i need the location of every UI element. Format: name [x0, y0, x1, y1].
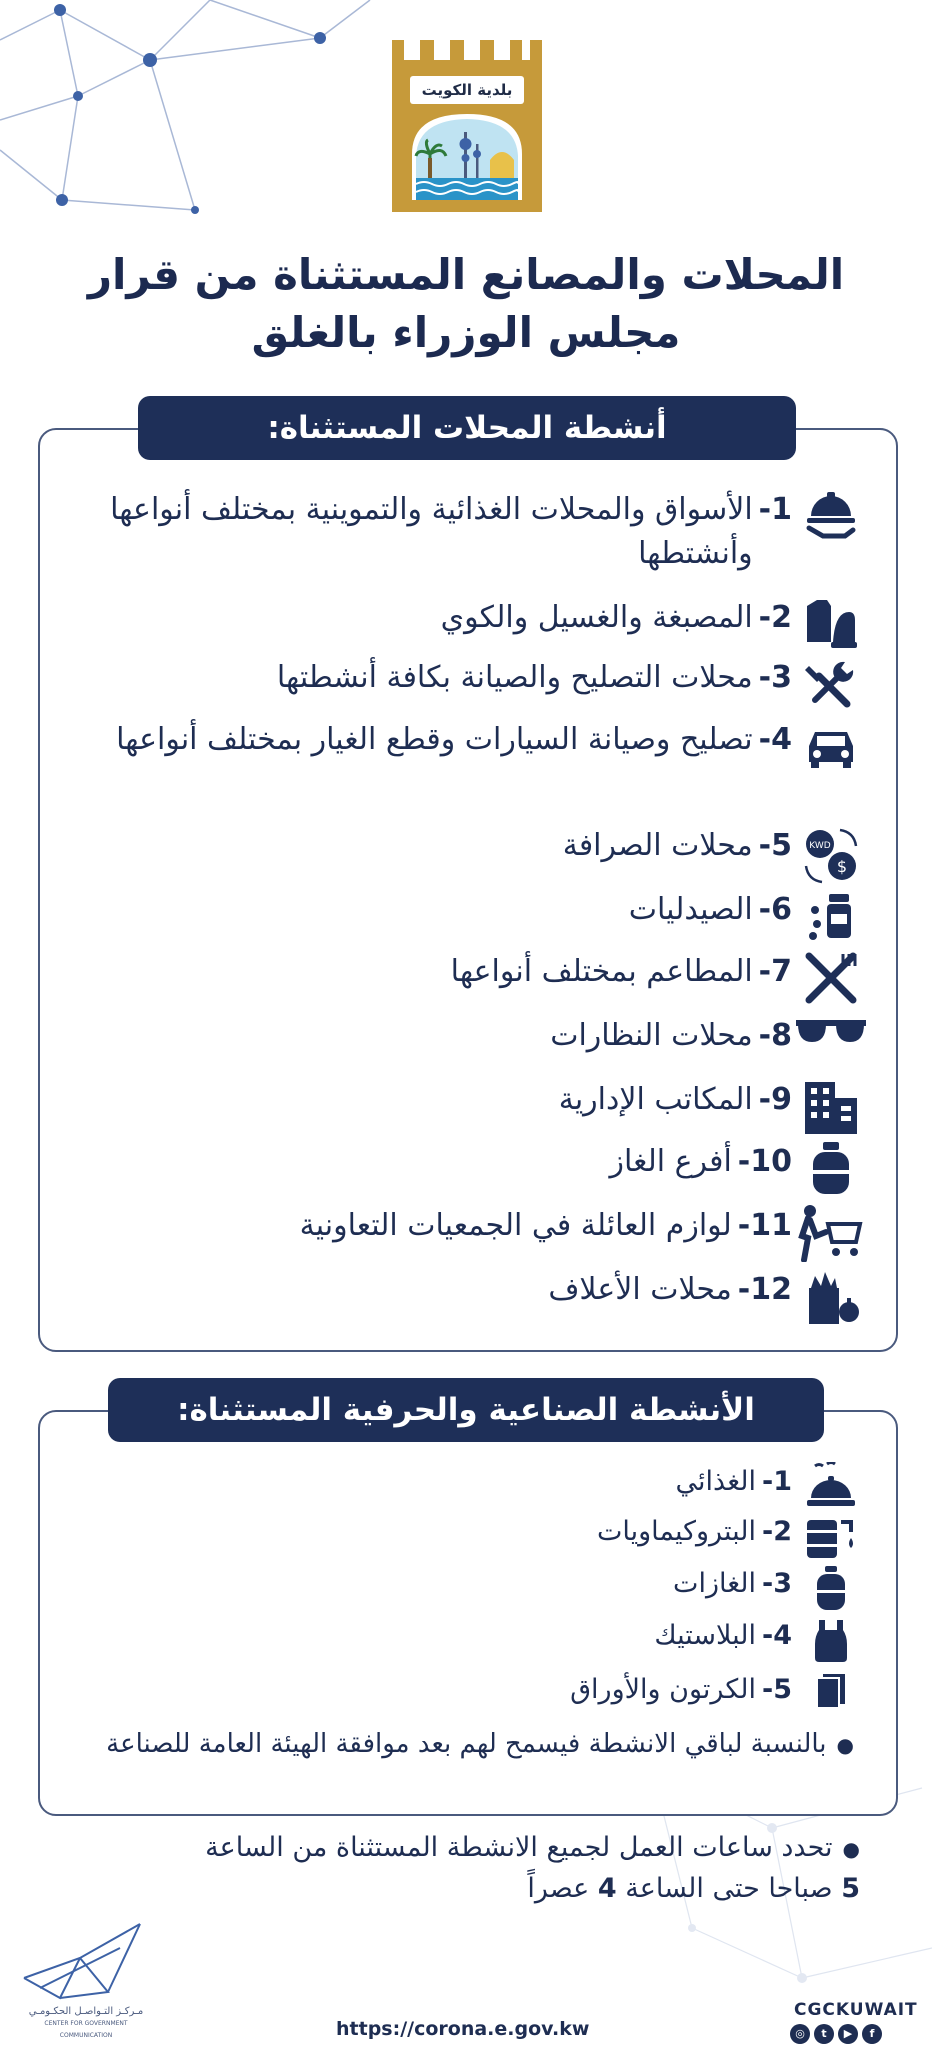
list-item: [60, 950, 870, 1010]
item-number: 6-: [758, 892, 792, 927]
list-item: [60, 1204, 870, 1264]
item-text: أفرع الغاز: [609, 1144, 732, 1179]
plastic-bag-icon: [792, 1616, 870, 1666]
list-item: [60, 656, 870, 716]
item-text: لوازم العائلة في الجمعيات التعاونية: [299, 1208, 732, 1243]
item-number: 5-: [758, 828, 792, 863]
list-item: [60, 718, 870, 778]
item-text: الصيدليات: [628, 892, 753, 927]
pills-icon: [792, 888, 870, 948]
cgc-name: [26, 2006, 146, 2042]
food-tray-icon: [792, 1462, 870, 1512]
item-number: 9-: [758, 1082, 792, 1117]
item-number: 5-: [761, 1674, 792, 1705]
list-item: [60, 1140, 870, 1200]
hours-end: عصراً: [527, 1872, 590, 1904]
hours-middle: صباحا حتى الساعة: [625, 1872, 833, 1904]
cgc-logo: [20, 1918, 150, 2008]
item-text: تصليح وصيانة السيارات وقطع الغيار بمختلف أنواعها: [116, 722, 753, 757]
list-item: [60, 1078, 870, 1138]
item-number: 7-: [758, 954, 792, 989]
youtube-icon[interactable]: ▶: [838, 2024, 858, 2044]
item-number: 4-: [761, 1620, 792, 1651]
hours-to: 4: [597, 1872, 617, 1904]
kuwait-towers-emblem: [412, 114, 522, 200]
gas-cylinder-icon: [792, 1564, 870, 1614]
svg-text:$: $: [836, 857, 848, 876]
food-tray-icon: [792, 488, 870, 548]
item-text: الغذائي: [675, 1466, 756, 1497]
item-number: 2-: [758, 600, 792, 635]
list-item: [60, 1670, 870, 1720]
item-number: 1-: [761, 1466, 792, 1497]
title-line-1: المحلات والمصانع المستثناة من قرار: [87, 250, 845, 299]
logo-label: بلدية الكويت: [410, 76, 524, 104]
footer-url[interactable]: https://corona.e.gov.kw: [336, 2018, 590, 2040]
title-line-2: مجلس الوزراء بالغلق: [251, 308, 681, 357]
item-text: الغازات: [673, 1568, 756, 1599]
paper-icon: [792, 1670, 870, 1720]
item-number: 11-: [737, 1208, 792, 1243]
item-number: 12-: [737, 1272, 792, 1307]
item-text: المطاعم بمختلف أنواعها: [450, 954, 753, 989]
building-icon: [792, 1078, 870, 1138]
facebook-icon[interactable]: f: [862, 2024, 882, 2044]
list-item: [60, 1512, 870, 1562]
working-hours-note: ●تحدد ساعات العمل لجميع الانشطة المستثناة من الساعة 5 صباحا حتى الساعة 4 عصراً: [205, 1832, 860, 1904]
item-text: محلات الصرافة: [562, 828, 753, 863]
oil-barrel-icon: [792, 1512, 870, 1562]
hours-from: 5: [841, 1872, 860, 1904]
hours-line-1: تحدد ساعات العمل لجميع الانشطة المستثناة من الساعة: [205, 1832, 833, 1863]
item-text: المصبغة والغسيل والكوي: [440, 600, 753, 635]
list-item: [60, 824, 870, 884]
glasses-icon: [792, 1014, 870, 1074]
item-number: 3-: [758, 660, 792, 695]
list-item: [60, 1014, 870, 1074]
item-text: محلات التصليح والصيانة بكافة أنشطتها: [276, 660, 753, 695]
cgc-name-en: CENTER FOR GOVERNMENT COMMUNICATION: [44, 2020, 128, 2039]
item-text: المكاتب الإدارية: [558, 1082, 753, 1117]
list-item: [60, 1616, 870, 1666]
kuwait-municipality-logo: [392, 40, 542, 212]
twitter-icon[interactable]: t: [814, 2024, 834, 2044]
item-text: محلات الأعلاف: [548, 1272, 732, 1307]
gas-cylinder-icon: [792, 1140, 870, 1200]
instagram-icon[interactable]: ◎: [790, 2024, 810, 2044]
list-item: [60, 1268, 870, 1328]
item-text: البتروكيماويات: [596, 1516, 756, 1547]
item-number: 8-: [758, 1018, 792, 1053]
item-number: 4-: [758, 722, 792, 757]
social-handle: CGCKUWAIT: [794, 2000, 918, 2020]
network-decoration: [0, 0, 380, 230]
industrial-note-text: بالنسبة لباقي الانشطة فيسمح لهم بعد موافقة الهيئة العامة للصناعة: [106, 1729, 827, 1759]
item-number: 3-: [761, 1568, 792, 1599]
item-number: 2-: [761, 1516, 792, 1547]
currency-exchange-icon: [792, 824, 870, 884]
grocery-bag-icon: [792, 1268, 870, 1328]
laundry-iron-icon: [792, 596, 870, 656]
item-text: الأسواق والمحلات الغذائية والتموينية بمختلف أنواعها وأنشتطها: [110, 492, 753, 571]
svg-text:KWD: KWD: [809, 841, 831, 851]
item-text: الكرتون والأوراق: [570, 1674, 756, 1705]
fork-knife-icon: [792, 950, 870, 1010]
list-item: [60, 888, 870, 948]
shopping-cart-icon: [792, 1204, 870, 1264]
industrial-note: ●بالنسبة لباقي الانشطة فيسمح لهم بعد موافقة الهيئة العامة للصناعة: [106, 1729, 854, 1759]
shops-section-header: أنشطة المحلات المستثناة:: [138, 396, 796, 460]
cgc-name-ar: مـركـز التـواصـل الحكـومـي: [28, 2006, 144, 2017]
social-icons: [790, 2024, 882, 2044]
item-number: 1-: [758, 492, 792, 527]
page-title: [30, 246, 902, 362]
item-text: البلاستيك: [654, 1620, 756, 1651]
item-text: محلات النظارات: [550, 1018, 753, 1053]
list-item: [60, 1462, 870, 1512]
repair-tools-icon: [792, 656, 870, 716]
list-item: [60, 1564, 870, 1614]
item-number: 10-: [737, 1144, 792, 1179]
list-item: [60, 596, 870, 656]
industrial-section-header: الأنشطة الصناعية والحرفية المستثناة:: [108, 1378, 824, 1442]
car-icon: [792, 718, 870, 778]
list-item: [60, 488, 870, 576]
